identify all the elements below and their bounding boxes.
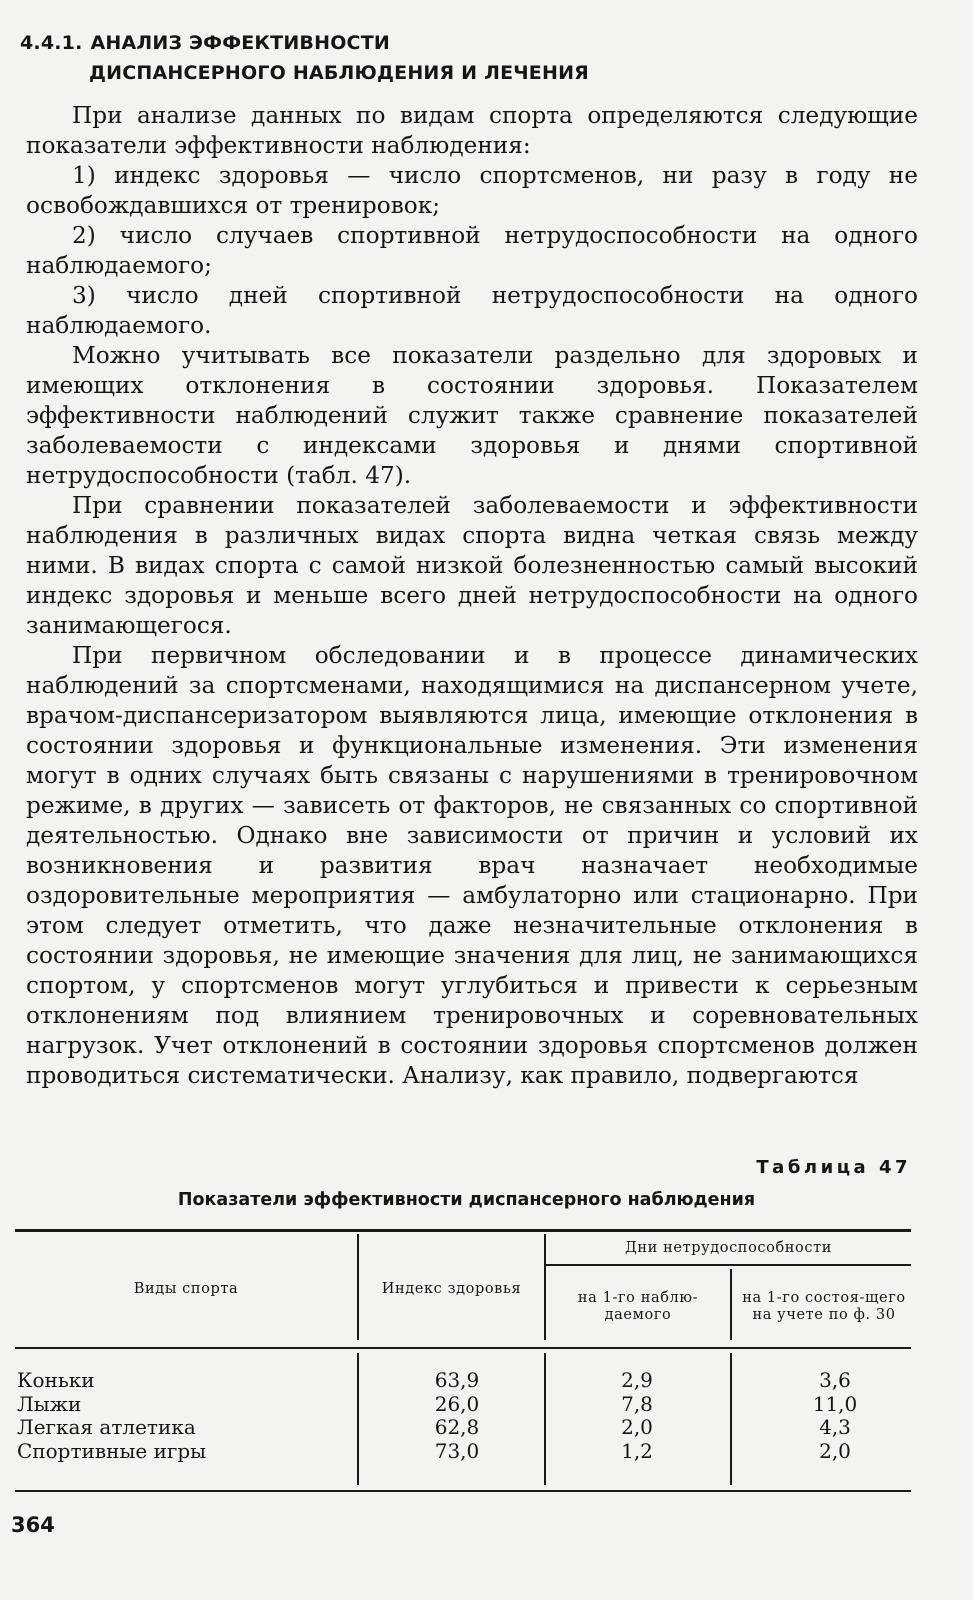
paragraph: Можно учитывать все показатели раздельно для здоровых и имеющих отклонения в состоянии здоровья. Показателем эффективности наблюдений служит также сравнение показателей заболеваемости с индексами здоровья и днями спортивной нетрудоспособности (табл. 47). [26,342,918,489]
body-text [26,101,918,1091]
table-cell: 3,6 [819,1368,851,1392]
section-heading [20,28,589,88]
table-cell: 62,8 [434,1415,480,1439]
table-cell: 1,2 [621,1438,653,1463]
data-table [15,1229,911,1493]
header-index: Индекс здоровья [381,1281,522,1297]
paragraph: При первичном обследовании и в процессе динамических наблюдений за спортсменами, находящимися на диспансерном учете, врачом-диспансеризатором выявляются лица, имеющие отклонения в состоянии здоровья и функциональные изменения. Эти изменения могут в одних случаях быть связаны с нарушениями в тренировочном режиме, в других — зависеть от факторов, не связанных со спортивной деятельностью. Однако вне зависимости от причин и условий их возникновения и развития врач назначает необходимые оздоровительные мероприятия — амбулаторно или стационарно. При этом следует отметить, что даже незначительные отклонения в состоянии здоровья, не имеющие значения для лиц, не занимающихся спортом, у спортсменов могут углубиться и привести к серьезным отклонениям под влиянием тренировочных и соревновательных нагрузок. Учет отклонений в состоянии здоровья спортсменов должен проводиться систематически. Анализу, как правило, подвергаются [26,642,918,1089]
paragraph: 3) число дней спортивной нетрудоспособности на одного наблюдаемого. [26,282,918,339]
table-cell: 73,0 [434,1438,480,1463]
column-divider [730,1353,732,1485]
paragraph: 2) число случаев спортивной нетрудоспособности на одного наблюдаемого; [26,222,918,279]
column-per-registered [765,1369,905,1463]
table-cell: 2,0 [819,1438,851,1463]
column-divider [730,1269,732,1340]
table-cell: Коньки [17,1368,95,1392]
table-cell: 11,0 [812,1391,858,1416]
table-cell: 4,3 [819,1415,851,1439]
column-index [387,1369,527,1463]
table-cell: 63,9 [434,1368,480,1392]
table-cell: 2,9 [621,1368,653,1392]
header-per-observed: на 1-го наблю-даемого [577,1289,699,1323]
table-label: Таблица 47 [756,1157,911,1178]
paragraph: При сравнении показателей заболеваемости и эффективности наблюдения в различных видах спорта видна четкая связь между ними. В видах спорта с самой низкой болезненностью самый высокий индекс здоровья и меньше всего дней нетрудоспособности на одного занимающегося. [26,492,918,639]
column-per-observed [567,1369,707,1463]
table-cell: Спортивные игры [17,1438,207,1463]
table-caption: Показатели эффективности диспансерного наблюдения [177,1190,756,1210]
section-title-line1: АНАЛИЗ ЭФФЕКТИВНОСТИ [90,32,390,54]
section-title-line2: ДИСПАНСЕРНОГО НАБЛЮДЕНИЯ И ЛЕЧЕНИЯ [89,62,590,84]
paragraph: 1) индекс здоровья — число спортсменов, ни разу в году не освобождавшихся от тренировок; [26,162,918,219]
paragraph: При анализе данных по видам спорта определяются следующие показатели эффективности наблюдения: [26,102,918,159]
table-cell: Лыжи [17,1391,82,1416]
table-cell: Легкая атлетика [17,1415,196,1439]
table-cell: 26,0 [434,1391,480,1416]
header-per-registered: на 1-го состоя-щего на учете по ф. 30 [742,1289,906,1323]
table-cell: 2,0 [621,1415,653,1439]
table-bottom-rule [15,1490,911,1492]
page-number: 364 [11,1513,55,1537]
column-sport [17,1369,206,1463]
header-days-group: Дни нетрудоспособности [625,1239,832,1256]
table-cell: 7,8 [621,1391,653,1416]
header-bottom-rule [15,1347,911,1349]
column-divider [357,1353,359,1485]
header-sport: Виды спорта [133,1281,239,1297]
column-divider [544,1353,546,1485]
section-number: 4.4.1. [20,32,83,54]
